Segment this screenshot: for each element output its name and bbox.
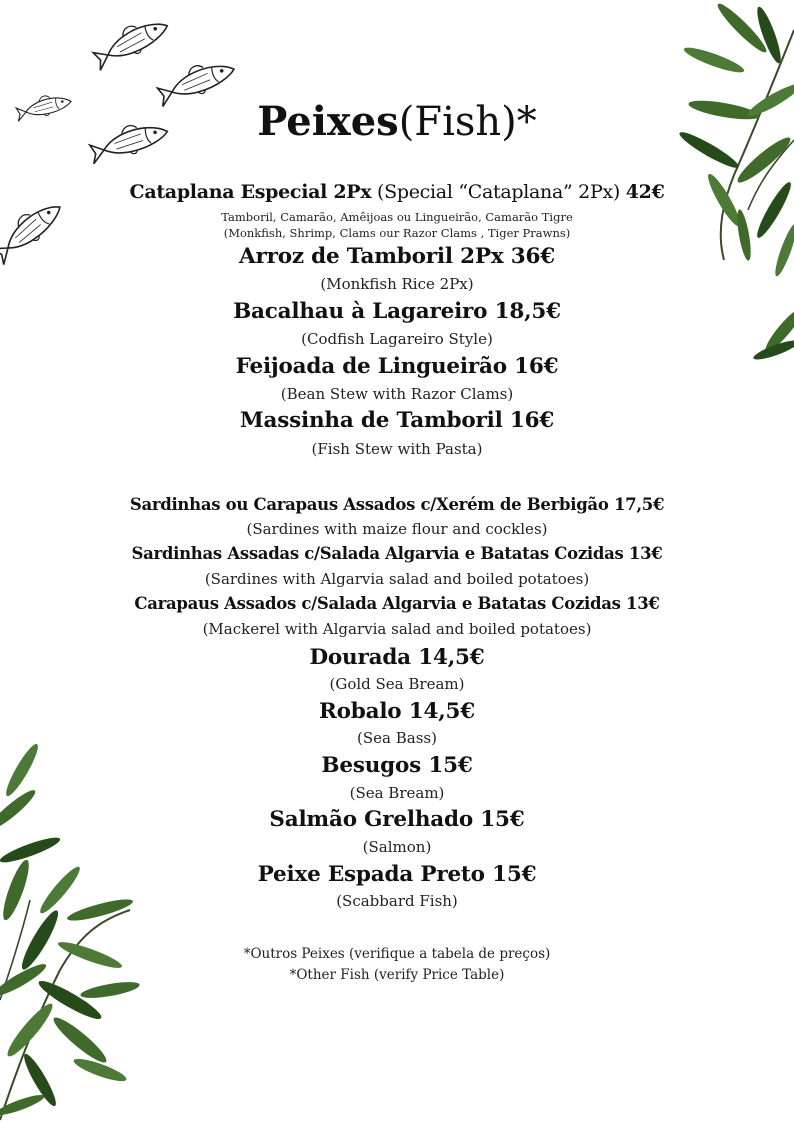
title-main: Peixes [257,98,399,145]
page-title [0,98,794,146]
menu-item-subtitle: (Fish Stew with Pasta) [311,440,483,458]
menu-item-subtitle: (Sardines with maize flour and cockles) [246,520,548,538]
title-translation: (Fish)* [398,99,537,145]
menu-item-subtitle: (Sea Bass) [357,729,437,747]
footnote-en: *Other Fish (verify Price Table) [289,967,505,983]
menu-item-subtitle: (Mackerel with Algarvia salad and boiled potatoes) [202,620,592,638]
menu-item-title: Salmão Grelhado 15€ [269,807,525,832]
menu-item-title: Besugos 15€ [321,753,473,778]
menu-item-ingredients-en: (Monkfish, Shrimp, Clams our Razor Clams , Tiger Prawns) [223,226,571,240]
menu-item-subtitle: (Scabbard Fish) [336,892,458,910]
menu-item-translation: (Special “Cataplana” 2Px) [377,181,620,203]
menu-item-title: Sardinhas Assadas c/Salada Algarvia e Batatas Cozidas 13€ [131,544,663,563]
menu-item-subtitle: (Gold Sea Bream) [329,675,465,693]
menu-item-subtitle: (Salmon) [362,838,432,856]
menu-item-subtitle: (Codfish Lagareiro Style) [301,330,493,348]
menu-item-subtitle: (Bean Stew with Razor Clams) [280,385,514,403]
menu-item-title: Carapaus Assados c/Salada Algarvia e Batatas Cozidas 13€ [134,594,660,613]
menu-item-ingredients-pt: Tamboril, Camarão, Amêijoas ou Lingueirão, Camarão Tigre [221,210,573,224]
menu-item-cataplana [0,181,794,203]
menu-item-subtitle: (Monkfish Rice 2Px) [320,275,474,293]
menu-item-title: Peixe Espada Preto 15€ [257,862,537,887]
menu-item-title: Robalo 14,5€ [318,699,476,724]
menu-item-title: Feijoada de Lingueirão 16€ [235,354,559,379]
menu-item-name: Cataplana Especial 2Px [129,181,372,203]
footnote-pt: *Outros Peixes (verifique a tabela de preços) [243,946,551,962]
menu-item-subtitle: (Sea Bream) [349,784,445,802]
menu-item-title: Arroz de Tamboril 2Px 36€ [238,244,556,269]
fish-sketch-icon [88,10,172,73]
menu-item-price: 42€ [625,181,665,203]
menu-item-subtitle: (Sardines with Algarvia salad and boiled potatoes) [204,570,590,588]
menu-item-title: Bacalhau à Lagareiro 18,5€ [233,299,561,324]
menu-item-title: Dourada 14,5€ [309,645,485,670]
menu-item-title: Massinha de Tamboril 16€ [239,408,555,433]
menu-item-title: Sardinhas ou Carapaus Assados c/Xerém de Berbigão 17,5€ [129,495,665,514]
